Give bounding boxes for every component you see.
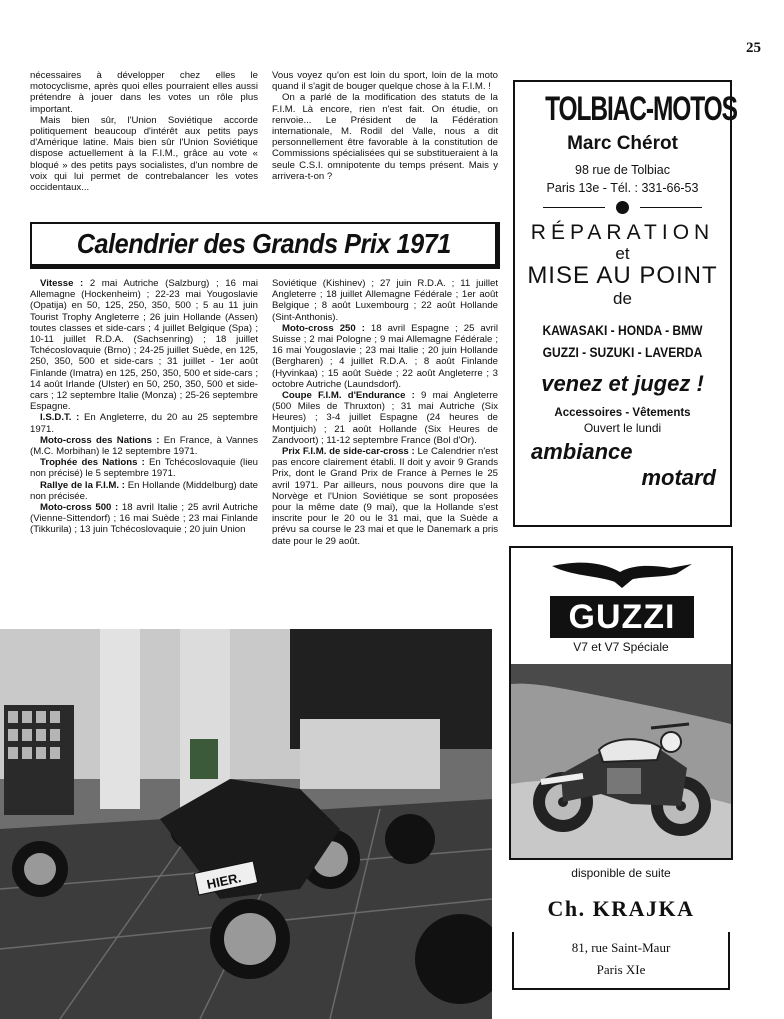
- dealer-name: Ch. KRAJKA: [547, 896, 695, 921]
- tolbiac-motos-ad: [513, 80, 737, 527]
- intro-paragraph: Vous voyez qu'on est loin du sport, loin de la moto quand il s'agit de bouger quelque chose à la F.I.M. !: [272, 70, 498, 93]
- calendar-column-left: [30, 278, 258, 536]
- entry-text: 18 avril Espagne ; 25 avril Suisse ; 2 mai Pologne ; 9 mai Allemagne Fédérale ; 16 mai Yougoslavie ; 23 mai Italie ; 20 juin Hollande (Bergharen) ; 4 juillet R.D.A. ; 8 août Finlande (Hyvinkaa) ; 15 août Suède ; 22 août Angleterre ; 3 octobre Autriche (Laundsdorf).: [272, 322, 498, 390]
- calendar-entry: [30, 435, 258, 457]
- entry-label: Rallye de la F.I.M. :: [40, 479, 125, 491]
- entry-label: Vitesse :: [40, 278, 84, 289]
- entry-text: En France, à Vannes (M.C. Morbihan) le 12 septembre 1971.: [30, 434, 258, 458]
- entry-text: 2 mai Autriche (Salzburg) ; 16 mai Allemagne (Hockenheim) ; 22-23 mai Yougoslavie (Opatija) en 50, 125, 250, 350, 500 ; 5 au 11 juin Tourist Trophy Angleterre ; 26 juin Hollande (Assen) toutes classes et side-cars ; 4 juillet Belgique (Spa) ; 10-11 juillet R.D.A. (Sachsenring) ; 18 juillet Tchécoslovaquie (Brno) ; 24-25 juillet Suède, en 125, 250, 350, 500 et side-cars ; 31 juillet - 1er août Finlande (Imatra) en 125, 250, 350, 500 et side-cars ; 14 août Irlande (Ulster) en 50, 250, 350, 500 et side-cars ; 12 septembre Italie (Monza) ; 25-26 septembre Espagne.: [30, 278, 258, 413]
- intro-paragraph: nécessaires à développer chez elles le motocyclisme, après quoi elles pourraient elles aussi prétendre à jouer dans les votes un rôle plus important.: [30, 70, 258, 115]
- calendar-entry: [272, 278, 498, 323]
- dealer-address-box: [512, 932, 730, 990]
- guzzi-wordmark: GUZZI: [550, 596, 694, 638]
- entry-text: En Tchécoslovaquie (lieu non précisé) le 5 septembre 1971.: [30, 457, 258, 480]
- eagle-icon: [550, 558, 694, 590]
- intro-column-right: [272, 70, 498, 182]
- owner-name: Marc Chérot: [567, 133, 678, 154]
- service-line: et: [615, 244, 630, 263]
- entry-label: Prix F.I.M. de side-car-cross :: [282, 446, 415, 458]
- tagline-motard: motard: [641, 465, 716, 490]
- intro-paragraph: Mais bien sûr, l'Union Soviétique accorde politiquement beaucoup d'intérêt aux petits pays d'Amérique latine. Mais bien sûr l'Union Soviétique dispose actuellement à la F.I.M., grâce au vote « bloqué » des petits pays socialistes, d'un nombre de voix qui lui permet de contrebalancer les votes occidentaux...: [30, 114, 258, 194]
- photo-sign: HIER.: [205, 870, 243, 892]
- dealer-street: 81, rue Saint-Maur: [571, 940, 671, 955]
- guzzi-ad-frame: [509, 546, 733, 860]
- shop-name: TOLBIAC-MOTOS: [545, 90, 737, 128]
- guzzi-ad: [509, 546, 733, 1016]
- dealer-city: Paris XIe: [596, 962, 646, 977]
- entry-label: Coupe F.I.M. d'Endurance :: [282, 390, 415, 402]
- calendar-entry: [272, 446, 498, 547]
- calendar-entry: [30, 480, 258, 502]
- brand-list: GUZZI - SUZUKI - LAVERDA: [542, 344, 703, 360]
- calendar-entry: [30, 278, 258, 412]
- opening-line: Ouvert le lundi: [583, 421, 662, 435]
- service-line: RÉPARATION: [530, 221, 715, 244]
- page-number: 25: [746, 40, 761, 56]
- shop-street: 98 rue de Tolbiac: [575, 163, 670, 177]
- article-headline: Calendrier des Grands Prix 1971: [76, 228, 451, 259]
- calendar-entry: [272, 323, 498, 390]
- service-line: MISE AU POINT: [527, 262, 718, 289]
- entry-text: En Hollande (Middelburg) date non précisée.: [30, 479, 258, 502]
- tagline-ambiance: ambiance: [531, 439, 633, 464]
- entry-text: Le Calendrier n'est pas encore clairement établi. Il doit y avoir 9 Grands Prix, dont le Grand Prix de France à Pernes le 25 avril 1971. Par ailleurs, nous pouvons dire que la Norvège et l'Union Soviétique se sont proposées pour la même date (9 mai), que la Hollande s'est inscrite pour le 20 ou le 31 mai, que la Suède a prévu sa course le 23 mai et que le Danemark a pris date pour le 29 août.: [272, 446, 498, 547]
- intro-column-left: [30, 70, 258, 193]
- entry-text: 9 mai Angleterre (500 Miles de Thruxton) ; 31 mai Autriche (Six Heures) ; 3-4 juillet Espagne (24 heures de Montjuich) ; 21 août Hollande (Six Heures de Zandvoort) ; 11-12 septembre France (Bol d'Or).: [272, 390, 498, 446]
- entry-label: Trophée des Nations :: [40, 457, 145, 469]
- entry-label: Moto-cross des Nations :: [40, 434, 160, 446]
- calendar-entry: [30, 412, 258, 434]
- entry-text: En Angleterre, du 20 au 25 septembre 1971.: [30, 412, 258, 435]
- calendar-entry: [30, 457, 258, 479]
- headline-box: [30, 222, 500, 269]
- guzzi-models: V7 et V7 Spéciale: [573, 640, 669, 654]
- entry-text: Soviétique (Kishinev) ; 27 juin R.D.A. ; 11 juillet Angleterre ; 18 juillet Allemagne Fédérale ; 1er août Belgique ; 8 août Luxembourg ; 22 août Hollande (Sint-Anthonis).: [272, 278, 498, 323]
- accessories-line: Accessoires - Vêtements: [554, 407, 691, 419]
- shop-city-phone: Paris 13e - Tél. : 331-66-53: [546, 181, 699, 195]
- bullet-icon: [616, 201, 629, 214]
- calendar-entry: [272, 390, 498, 446]
- entry-text: 18 avril Italie ; 25 avril Autriche (Vienne-Sittendorf) ; 16 mai Suède ; 23 mai Finlande (Tikkurila) ; 13 juin Tchécoslovaquie ; 20 juin Union: [30, 502, 258, 536]
- divider: [515, 197, 730, 219]
- availability-text: disponible de suite: [571, 866, 671, 880]
- service-line: de: [613, 289, 632, 308]
- guzzi-logo: [550, 558, 694, 638]
- calendar-entry: [30, 502, 258, 536]
- calendar-column-right: [272, 278, 498, 547]
- entry-label: Moto-cross 250 :: [282, 322, 365, 334]
- exhibition-photo: [0, 629, 492, 1019]
- motorcycle-photo: [511, 664, 731, 858]
- entry-label: Moto-cross 500 :: [40, 502, 119, 514]
- intro-paragraph: On a parlé de la modification des statuts de la F.I.M. Là encore, rien n'est fait. On étudie, on renvoie... Le Président de la Fédération internationale, M. Rodil del Valle, nous a dit personnellement être favorable à la constitution de Commissions spécialisées qui se substitueraient à la seule C.S.I. omnipotente du temps présent. Mais y arrivera-t-on ?: [272, 92, 498, 182]
- brand-list: KAWASAKI - HONDA - BMW: [542, 322, 703, 338]
- entry-label: I.S.D.T. :: [40, 412, 80, 424]
- slogan: venez et jugez !: [541, 371, 704, 396]
